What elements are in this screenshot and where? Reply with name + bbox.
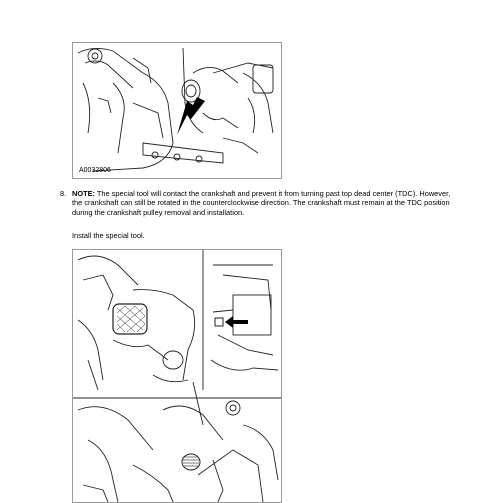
engine-illustration-crankshaft-bolt xyxy=(72,42,282,179)
arrow-pointer-icon xyxy=(225,316,248,328)
step-number: 8. xyxy=(60,189,67,198)
step-instruction: Install the special tool. xyxy=(72,231,145,240)
crankshaft-bolt-detail xyxy=(182,454,200,470)
special-tool-drawing xyxy=(73,250,281,502)
note-text: The special tool will contact the crankshaft and prevent it from turning past top dead center (TDC). However, the crankshaft can still be rotated in the counterclockwise direction. The crankshaft must remain at the TDC position during the crankshaft pulley removal and installation. xyxy=(72,189,451,217)
crankshaft-bolt-drawing xyxy=(73,43,281,178)
engine-illustration-special-tool xyxy=(72,249,282,503)
step-note xyxy=(72,189,460,217)
note-label: NOTE: xyxy=(72,189,95,198)
special-tool-hatched xyxy=(113,304,147,334)
figure-caption: A0032806 xyxy=(79,167,111,174)
arrow-pointer-icon xyxy=(177,97,205,135)
